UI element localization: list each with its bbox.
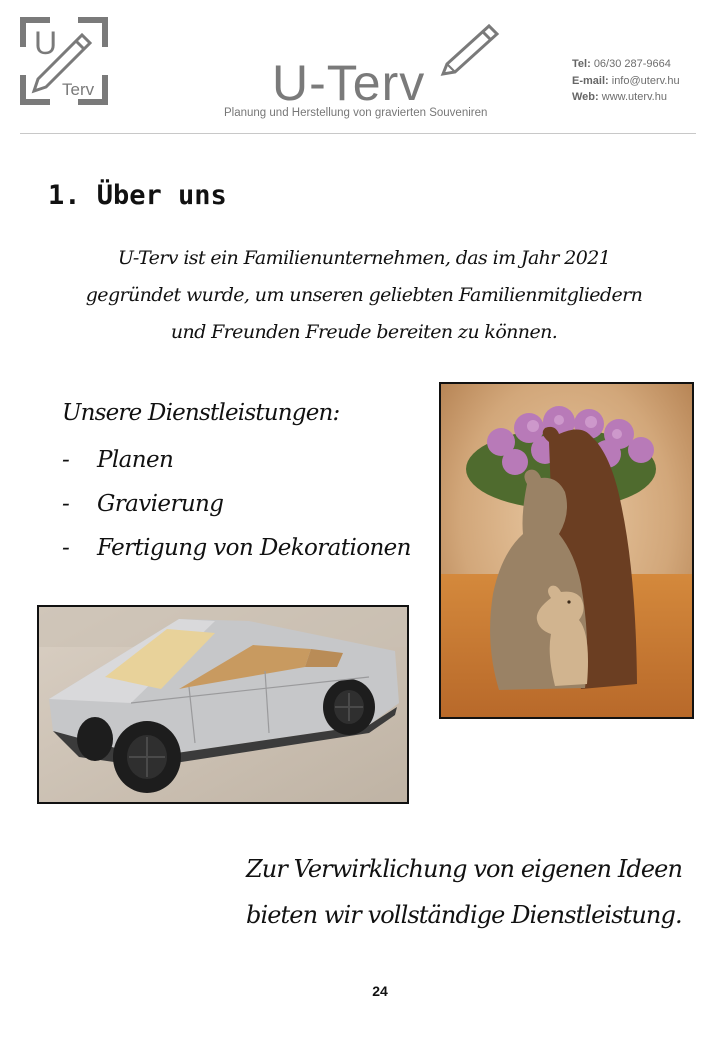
closing-line: Zur Verwirklichung von eigenen Ideen (246, 855, 683, 883)
list-dash: - (62, 535, 70, 561)
service-label: Planen (97, 447, 174, 473)
brand-name: U-Terv (272, 55, 426, 111)
tagline: Planung und Herstellung von gravierten Souveniren (224, 107, 488, 119)
brand-wordmark (224, 20, 532, 120)
service-label: Fertigung von Dekorationen (97, 535, 411, 561)
section-title: 1. Über uns (48, 180, 227, 211)
contact-info (572, 56, 680, 106)
cybertruck-model-photo (37, 605, 409, 804)
tel-value: 06/30 287-9664 (593, 58, 671, 70)
services-title: Unsere Dienstleistungen: (62, 400, 340, 426)
header-divider (20, 133, 696, 134)
intro-line: gegründet wurde, um unseren geliebten Familienmitgliedern (85, 284, 643, 306)
intro-line: und Freunden Freude bereiten zu können. (170, 321, 558, 343)
list-dash: - (62, 447, 70, 473)
list-dash: - (62, 491, 70, 517)
email-value: info@uterv.hu (611, 74, 680, 87)
page-number: 24 (372, 983, 388, 999)
service-item (62, 535, 411, 561)
tel-label: Tel: (572, 58, 591, 70)
service-item (62, 447, 173, 473)
email-label: E-mail: (572, 74, 609, 87)
logo-mark (20, 17, 108, 105)
web-value: www.uterv.hu (601, 91, 667, 103)
closing-statement (246, 846, 682, 938)
closing-line: bieten wir vollständige Dienstleistung. (246, 901, 682, 929)
logo-letter-u: U (34, 25, 58, 61)
service-item (62, 491, 223, 517)
intro-paragraph (44, 240, 684, 351)
bear-family-photo (439, 382, 694, 719)
intro-line: U-Terv ist ein Familienunternehmen, das im Jahr 2021 (117, 247, 611, 269)
logo-word-terv: Terv (62, 80, 95, 99)
service-label: Gravierung (97, 491, 224, 517)
web-label: Web: (572, 91, 599, 103)
pencil-icon (437, 20, 507, 80)
